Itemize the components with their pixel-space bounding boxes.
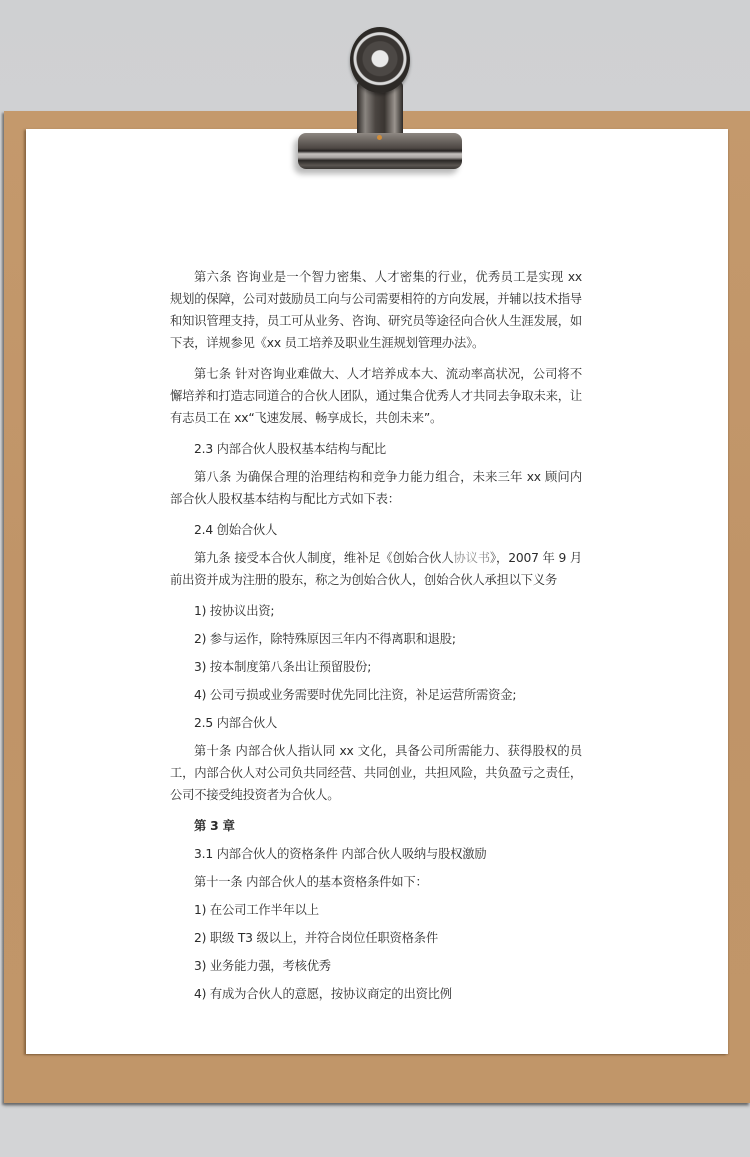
condition-item: 1) 在公司工作半年以上 [194,903,319,917]
duty-item: 1) 按协议出资; [194,604,275,618]
article-7: 第七条 针对咨询业难做大、人才培养成本大、流动率高状况，公司将不懈培养和打造志同道合的合伙人团队，通过集合优秀人才共同去争取未来，让有志员工在 xx“飞速发展、畅享成长，共创未来”。 [170,367,582,425]
article-8: 第八条 为确保合理的治理结构和竞争力能力组合，未来三年 xx 顾问内部合伙人股权基本结构与配比方式如下表： [170,470,582,506]
article-10: 第十条 内部合伙人指认同 xx 文化，具备公司所需能力、获得股权的员工，内部合伙人对公司负共同经营、共同创业，共担风险，共负盈亏之责任，公司不接受纯投资者为合伙人。 [170,744,582,802]
duty-item: 2) 参与运作，除特殊原因三年内不得离职和退股; [194,632,456,646]
section-2-4-heading: 2.4 创始合伙人 [194,523,278,537]
duty-item: 3) 按本制度第八条出让预留股份; [194,660,372,674]
duty-item: 4) 公司亏损或业务需要时优先同比注资，补足运营所需资金; [194,688,517,702]
document-body [170,266,582,1011]
condition-item: 4) 有成为合伙人的意愿，按协议商定的出资比例 [194,987,452,1001]
article-9-text-b: 》，2007 年 9 月前出资并成为注册的股东，称之为创始合伙人，创始合伙人承担以下义务 [170,551,582,587]
article-6: 第六条 咨询业是一个智力密集、人才密集的行业，优秀员工是实现 xx 规划的保障，公司对鼓励员工向与公司需要相符的方向发展，并辅以技术指导和知识管理支持，员工可从业务、咨询、研究员等途径向合伙人生涯发展，如下表，详规参见《xx 员工培养及职业生涯规划管理办法》。 [170,270,582,350]
clip-ring [350,27,410,93]
article-11: 第十一条 内部合伙人的基本资格条件如下： [194,875,428,889]
article-9 [170,547,582,591]
section-2-5-heading: 2.5 内部合伙人 [194,716,278,730]
section-3-1-heading: 3.1 内部合伙人的资格条件 内部合伙人吸纳与股权激励 [194,847,487,861]
article-9-agreement: 协议书 [453,551,491,565]
section-2-3-heading: 2.3 内部合伙人股权基本结构与配比 [194,442,387,456]
condition-item: 3) 业务能力强，考核优秀 [194,959,331,973]
chapter-3-heading: 第 3 章 [194,819,235,833]
article-9-text-a: 第九条 接受本合伙人制度，维补足《创始合伙人 [194,551,454,565]
condition-item: 2) 职级 T3 级以上，并符合岗位任职资格条件 [194,931,438,945]
